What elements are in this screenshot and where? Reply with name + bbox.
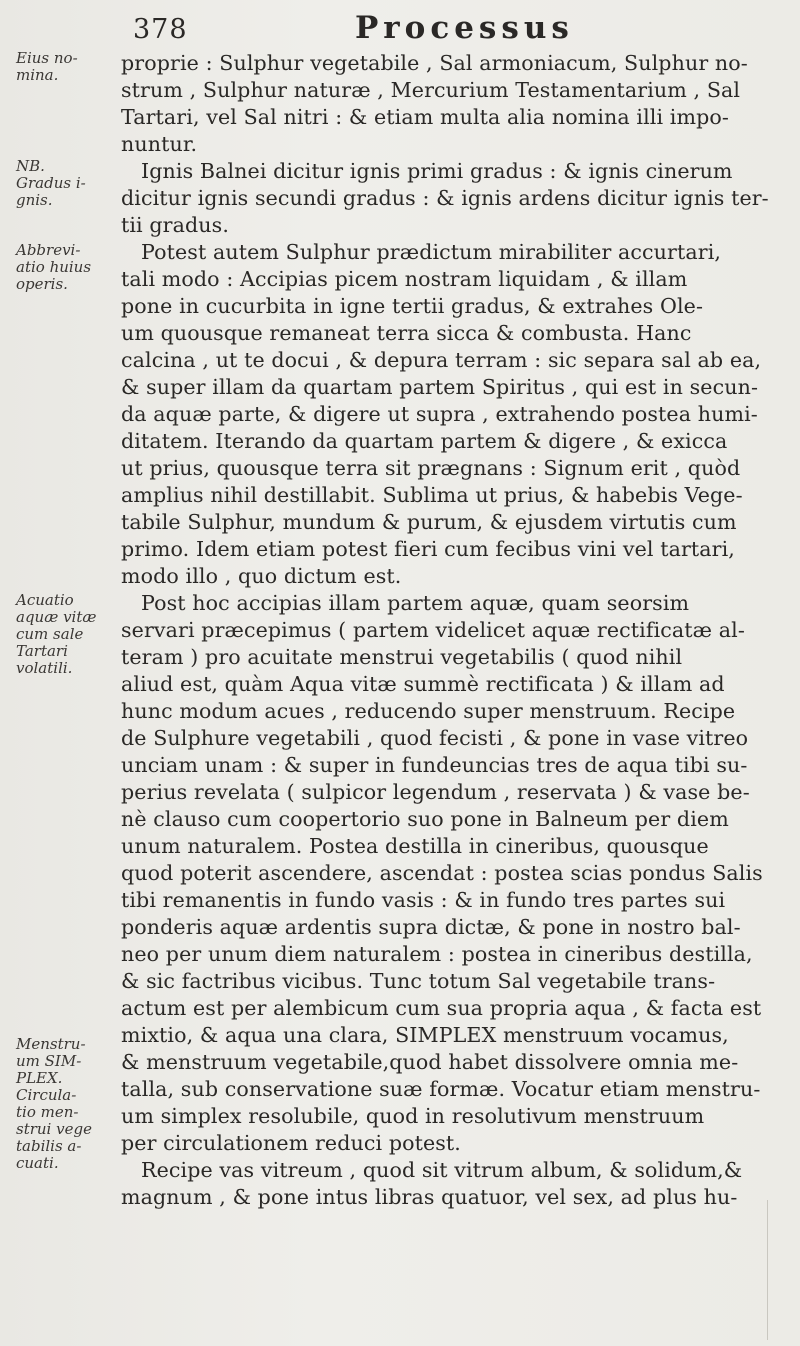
text-line: primo. Idem etiam potest fieri cum fecibus vini vel tartari, xyxy=(121,537,735,561)
text-line: Tartari, vel Sal nitri : & etiam multa alia nomina illi impo- xyxy=(121,105,729,129)
text-line: unciam unam : & super in fundeuncias tres de aqua tibi su- xyxy=(121,753,748,777)
text-line: talla, sub conservatione suæ formæ. Vocatur etiam menstru- xyxy=(121,1077,761,1101)
text-line: actum est per alembicum cum sua propria aqua , & facta est xyxy=(121,996,762,1020)
body-text xyxy=(121,50,789,1211)
text-line: Ignis Balnei dicitur ignis primi gradus : & ignis cinerum xyxy=(141,159,733,183)
margin-note: NB. Gradus i- gnis. xyxy=(16,157,86,209)
text-line: Post hoc accipias illam partem aquæ, quam seorsim xyxy=(141,591,690,615)
page-header xyxy=(0,8,800,52)
margin-notes xyxy=(0,0,96,1346)
text-line: ponderis aquæ ardentis supra dictæ, & pone in nostro bal- xyxy=(121,915,741,939)
text-line: servari præcepimus ( partem videlicet aquæ rectificatæ al- xyxy=(121,618,745,642)
text-line: tabile Sulphur, mundum & purum, & ejusdem virtutis cum xyxy=(121,510,737,534)
text-line: strum , Sulphur naturæ , Mercurium Testamentarium , Sal xyxy=(121,78,741,102)
text-line: nuntur. xyxy=(121,132,198,156)
text-line: mixtio, & aqua una clara, SIMPLEX menstruum vocamus, xyxy=(121,1023,729,1047)
text-line: teram ) pro acuitate menstrui vegetabilis ( quod nihil xyxy=(121,645,683,669)
text-line: um quousque remaneat terra sicca & combusta. Hanc xyxy=(121,321,692,345)
margin-note: Acuatio aquæ vitæ cum sale Tartari volatili. xyxy=(16,591,97,677)
text-line: quod poterit ascendere, ascendat : postea scias pondus Salis xyxy=(121,861,763,885)
text-line: da aquæ parte, & digere ut supra , extrahendo postea humi- xyxy=(121,402,758,426)
text-line: nè clauso cum coopertorio suo pone in Balneum per diem xyxy=(121,807,729,831)
text-line: dicitur ignis secundi gradus : & ignis ardens dicitur ignis ter- xyxy=(121,186,769,210)
text-line: calcina , ut te docui , & depura terram : sic separa sal ab ea, xyxy=(121,348,762,372)
text-line: unum naturalem. Postea destilla in cineribus, quousque xyxy=(121,834,709,858)
margin-note: Eius no- mina. xyxy=(16,49,78,84)
margin-note: Abbrevi- atio huius operis. xyxy=(16,241,92,293)
text-line: magnum , & pone intus libras quatuor, vel sex, ad plus hu- xyxy=(121,1185,738,1209)
text-line: perius revelata ( sulpicor legendum , reservata ) & vase be- xyxy=(121,780,750,804)
text-line: tibi remanentis in fundo vasis : & in fundo tres partes sui xyxy=(121,888,726,912)
page-edge-mark xyxy=(767,1200,798,1340)
text-line: modo illo , quo dictum est. xyxy=(121,564,402,588)
text-line: & menstruum vegetabile,quod habet dissolvere omnia me- xyxy=(121,1050,739,1074)
text-line: per circulationem reduci potest. xyxy=(121,1131,461,1155)
text-line: aliud est, quàm Aqua vitæ summè rectificata ) & illam ad xyxy=(121,672,725,696)
text-line: de Sulphure vegetabili , quod fecisti , & pone in vase vitreo xyxy=(121,726,749,750)
text-line: tii gradus. xyxy=(121,213,229,237)
text-line: & super illam da quartam partem Spiritus , qui est in secun- xyxy=(121,375,759,399)
text-line: Recipe vas vitreum , quod sit vitrum album, & solidum,& xyxy=(141,1158,743,1182)
text-line: pone in cucurbita in igne tertii gradus, & extrahes Ole- xyxy=(121,294,704,318)
text-line: ut prius, quousque terra sit prægnans : Signum erit , quòd xyxy=(121,456,741,480)
page-number: 378 xyxy=(133,14,188,45)
text-line: proprie : Sulphur vegetabile , Sal armoniacum, Sulphur no- xyxy=(121,51,748,75)
text-line: neo per unum diem naturalem : postea in cineribus destilla, xyxy=(121,942,753,966)
text-line: Potest autem Sulphur prædictum mirabiliter accurtari, xyxy=(141,240,722,264)
text-line: amplius nihil destillabit. Sublima ut prius, & habebis Vege- xyxy=(121,483,743,507)
margin-note: Menstru- um SIM- PLEX. Circula- tio men- strui vege tabilis a- cuati. xyxy=(16,1035,92,1172)
text-line: tali modo : Accipias picem nostram liquidam , & illam xyxy=(121,267,688,291)
text-line: & sic factribus vicibus. Tunc totum Sal vegetabile trans- xyxy=(121,969,716,993)
text-line: hunc modum acues , reducendo super menstruum. Recipe xyxy=(121,699,736,723)
text-line: ditatem. Iterando da quartam partem & digere , & exicca xyxy=(121,429,728,453)
running-title: Processus xyxy=(355,10,574,46)
text-line: um simplex resolubile, quod in resolutivum menstruum xyxy=(121,1104,705,1128)
